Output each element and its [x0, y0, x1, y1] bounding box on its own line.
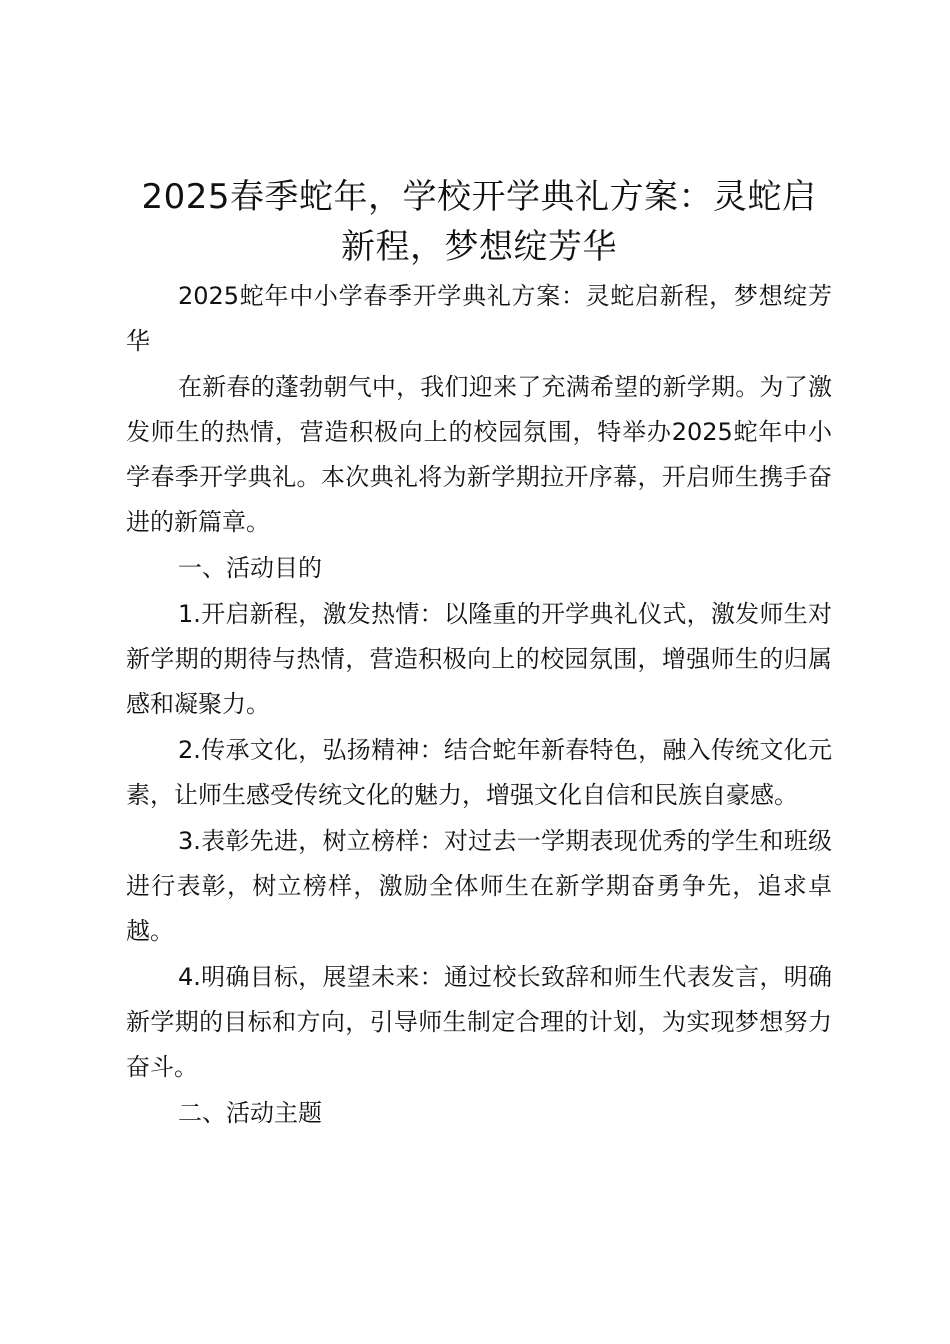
document-body — [126, 172, 832, 1136]
section-heading-theme: 二、活动主题 — [178, 1099, 322, 1127]
subtitle-paragraph: 2025蛇年中小学春季开学典礼方案：灵蛇启新程，梦想绽芳华 — [126, 282, 832, 355]
document-title: 2025春季蛇年，学校开学典礼方案：灵蛇启新程，梦想绽芳华 — [141, 177, 817, 267]
purpose-item-2: 2.传承文化，弘扬精神：结合蛇年新春特色，融入传统文化元素，让师生感受传统文化的魅力，增强文化自信和民族自豪感。 — [126, 736, 832, 809]
purpose-item-4: 4.明确目标，展望未来：通过校长致辞和师生代表发言，明确新学期的目标和方向，引导师生制定合理的计划，为实现梦想努力奋斗。 — [126, 963, 832, 1081]
section-heading-purpose: 一、活动目的 — [178, 554, 322, 582]
purpose-item-3: 3.表彰先进，树立榜样：对过去一学期表现优秀的学生和班级进行表彰，树立榜样，激励全体师生在新学期奋勇争先，追求卓越。 — [126, 827, 832, 945]
purpose-item-1: 1.开启新程，激发热情：以隆重的开学典礼仪式，激发师生对新学期的期待与热情，营造积极向上的校园氛围，增强师生的归属感和凝聚力。 — [126, 600, 832, 718]
intro-paragraph: 在新春的蓬勃朝气中，我们迎来了充满希望的新学期。为了激发师生的热情，营造积极向上的校园氛围，特举办2025蛇年中小学春季开学典礼。本次典礼将为新学期拉开序幕，开启师生携手奋进的新篇章。 — [126, 373, 832, 536]
